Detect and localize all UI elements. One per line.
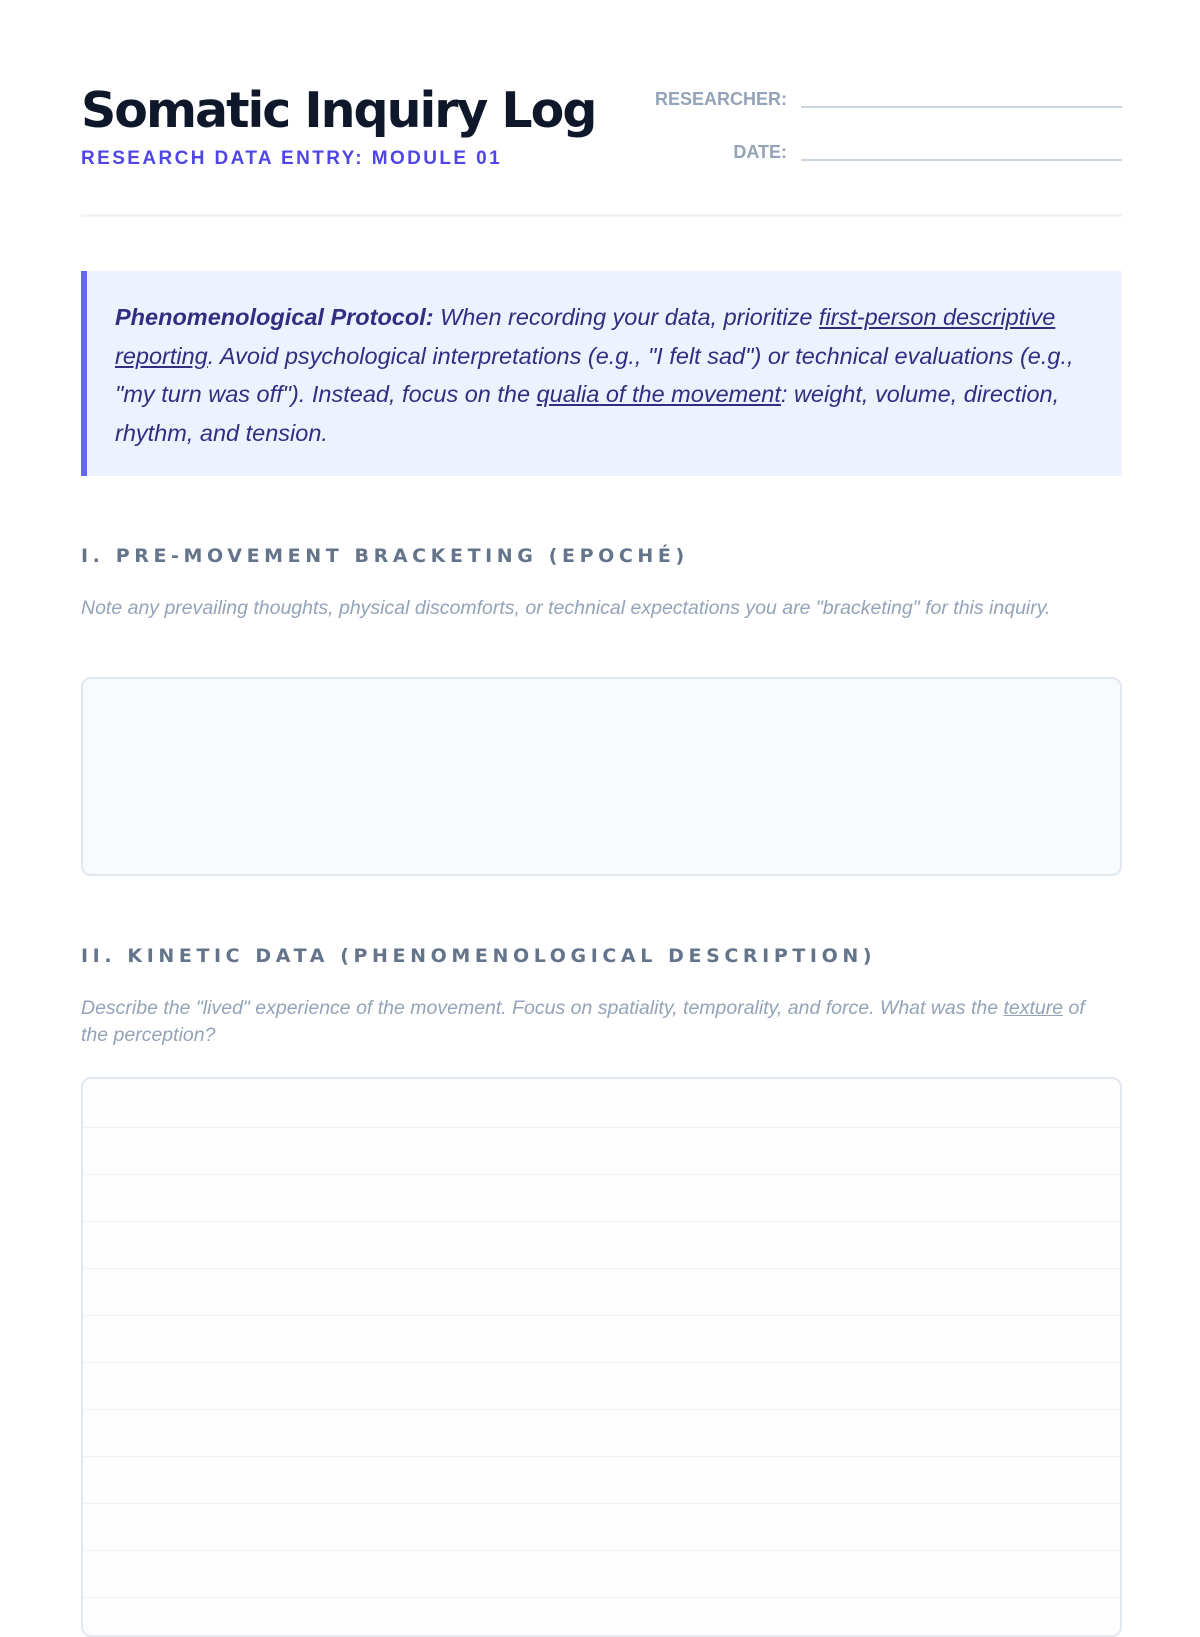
page-header bbox=[81, 80, 1122, 216]
protocol-callout bbox=[81, 271, 1122, 476]
ruled-line bbox=[83, 1456, 1120, 1457]
date-label: DATE: bbox=[733, 142, 787, 162]
section-2-description-2: of the perception? bbox=[81, 997, 1085, 1046]
section-1-description: Note any prevailing thoughts, physical discomforts, or technical expectations you are "bracketing" for this inquiry. bbox=[81, 597, 1051, 619]
date-row bbox=[81, 142, 1122, 182]
protocol-emphasis-first-person: first-person descriptive reporting bbox=[115, 304, 1056, 369]
ruled-line bbox=[83, 1409, 1120, 1410]
ruled-line bbox=[83, 1268, 1120, 1269]
section-2-title: II. KINETIC DATA (PHENOMENOLOGICAL DESCRIPTION) bbox=[81, 945, 877, 967]
header-divider bbox=[81, 214, 1122, 217]
ruled-line bbox=[83, 1550, 1120, 1551]
protocol-text bbox=[115, 298, 1105, 452]
protocol-text-2: . Avoid psychological interpretations (e.g., "I felt sad") or technical evaluations (e.g., "my turn was off"). Instead, focus on the bbox=[115, 342, 1074, 407]
researcher-field[interactable] bbox=[801, 106, 1122, 108]
page-subtitle: RESEARCH DATA ENTRY: MODULE 01 bbox=[81, 148, 503, 169]
ruled-line bbox=[83, 1127, 1120, 1128]
page-title: Somatic Inquiry Log bbox=[81, 82, 596, 139]
protocol-text-3: : weight, volume, direction, rhythm, and tension. bbox=[115, 381, 1060, 446]
ruled-line bbox=[83, 1221, 1120, 1222]
bracketing-input-box[interactable] bbox=[81, 677, 1122, 876]
protocol-emphasis-qualia: qualia of the movement bbox=[536, 381, 781, 407]
date-field[interactable] bbox=[801, 159, 1122, 161]
kinetic-data-ruled-box[interactable] bbox=[81, 1077, 1122, 1637]
protocol-text-1: When recording your data, prioritize bbox=[433, 304, 819, 330]
section-2-description-texture: texture bbox=[1003, 997, 1064, 1019]
section-2-description bbox=[81, 995, 1091, 1049]
researcher-label: RESEARCHER: bbox=[654, 89, 787, 109]
protocol-label: Phenomenological Protocol: bbox=[115, 304, 434, 330]
ruled-line bbox=[83, 1597, 1120, 1598]
researcher-row bbox=[81, 89, 1122, 129]
section-1-title: I. PRE-MOVEMENT BRACKETING (EPOCHÉ) bbox=[81, 545, 689, 567]
section-2-description-1: Describe the "lived" experience of the movement. Focus on spatiality, temporality, and force. What was the bbox=[81, 997, 1004, 1019]
ruled-line bbox=[83, 1174, 1120, 1175]
ruled-line bbox=[83, 1315, 1120, 1316]
ruled-line bbox=[83, 1503, 1120, 1504]
ruled-line bbox=[83, 1362, 1120, 1363]
